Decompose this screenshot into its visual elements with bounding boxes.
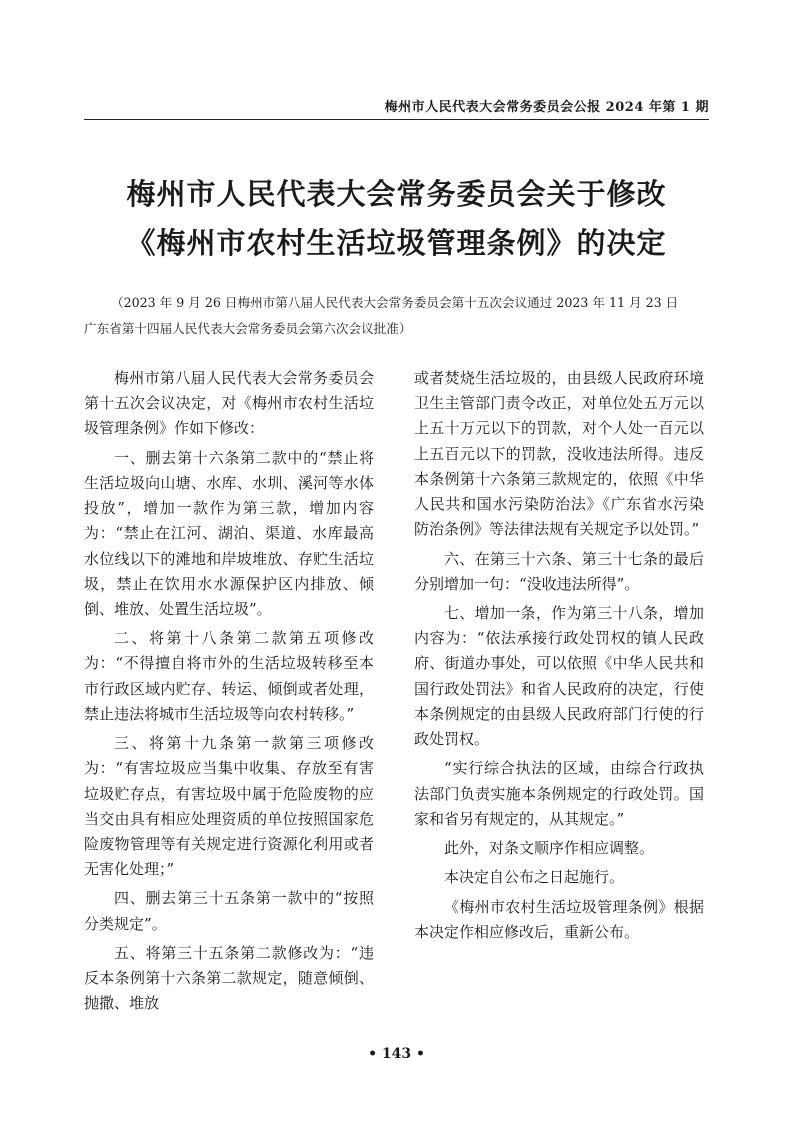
paragraph: 本决定自公布之日起施行。 bbox=[444, 868, 625, 887]
adoption-note-line-2: 广东省第十四届人民代表大会常务委员会第六次会议批准） bbox=[84, 321, 412, 336]
paragraph: 《梅州市农村生活垃圾管理条例》根据本决定作相应修改后，重新公布。 bbox=[414, 897, 704, 941]
paragraph: 一、删去第十六条第二款中的“禁止将生活垃圾向山塘、水库、水圳、溪河等水体投放”，增加一款作为第三款，增加内容为：“禁止在江河、湖泊、渠道、水库最高水位线以下的滩地和岸坡堆放、存贮生活垃圾，禁止在饮用水水源保护区内排放、倾倒、堆放、处置生活垃圾”。 bbox=[84, 448, 374, 618]
paragraph: 三、将第十九条第一款第三项修改为：“有害垃圾应当集中收集、存放至有害垃圾贮存点，有害垃圾中属于危险废物的应当交由具有相应处理资质的单位按照国家危险废物管理等有关规定进行资源化利用或者无害化处理；” bbox=[84, 734, 374, 879]
page-number: • 143 • bbox=[368, 1046, 425, 1062]
paragraph: 四、删去第三十五条第一款中的“按照分类规定”。 bbox=[84, 889, 374, 933]
paragraph: 七、增加一条，作为第三十八条，增加内容为：“依法承接行政处罚权的镇人民政府、街道办事处，可以依照《中华人民共和国行政处罚法》和省人民政府的决定，行使本条例规定的由县级人民政府部门行使的行政处罚权。 bbox=[414, 604, 704, 749]
paragraph: 二、将第十八条第二款第五项修改为：“不得擅自将市外的生活垃圾转移至本市行政区域内贮存、转运、倾倒或者处理，禁止违法将城市生活垃圾等向农村转移。” bbox=[84, 629, 374, 723]
body-column-left bbox=[84, 366, 374, 1021]
paragraph-continuation: 或者焚烧生活垃圾的，由县级人民政府环境卫生主管部门责令改正，对单位处五万元以上五十万元以下的罚款，对个人处一百元以上五百元以下的罚款，没收违法所得。违反本条例第十六条第三款规定的，依照《中华人民共和国水污染防治法》《广东省水污染防治条例》等法律法规有关规定予以处罚。” bbox=[414, 369, 704, 539]
title-line-1: 梅州市人民代表大会常务委员会关于修改 bbox=[126, 177, 667, 211]
paragraph: 此外，对条文顺序作相应调整。 bbox=[444, 839, 655, 858]
paragraph: 梅州市第八届人民代表大会常务委员会第十五次会议决定，对《梅州市农村生活垃圾管理条例》作如下修改： bbox=[84, 369, 374, 438]
paragraph: 五、将第三十五条第二款修改为：“违反本条例第十六条第二款规定，随意倾倒、抛撒、堆放 bbox=[84, 943, 374, 1013]
adoption-note-line-1: （2023 年 9 月 26 日梅州市第八届人民代表大会常务委员会第十五次会议通过 2023 年 11 月 23 日 bbox=[111, 295, 679, 310]
paragraph: “实行综合执法的区域，由综合行政执法部门负责实施本条例规定的行政处罚。国家和省另有规定的，从其规定。” bbox=[414, 759, 704, 828]
running-head: 梅州市人民代表大会常务委员会公报 2024 年第 1 期 bbox=[384, 100, 709, 115]
paragraph: 六、在第三十六条、第三十七条的最后分别增加一句：“没收违法所得”。 bbox=[414, 549, 704, 593]
adoption-note bbox=[84, 290, 709, 342]
document-title bbox=[0, 170, 793, 268]
body-column-right bbox=[414, 366, 704, 949]
title-line-2: 《梅州市农村生活垃圾管理条例》的决定 bbox=[126, 226, 667, 260]
header-rule bbox=[84, 119, 709, 120]
